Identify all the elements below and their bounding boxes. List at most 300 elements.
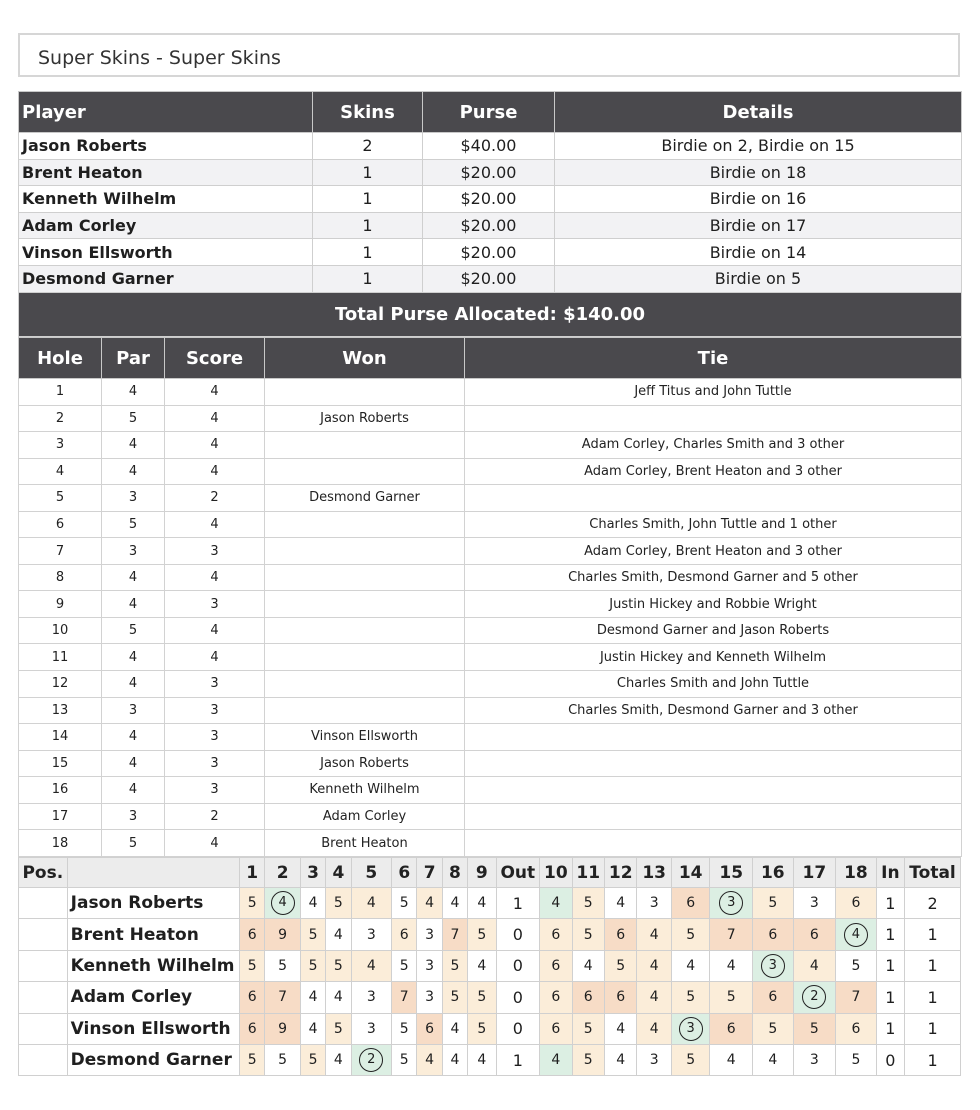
hole-won <box>265 671 465 698</box>
score-cell: 5 <box>442 950 467 981</box>
hole-score: 4 <box>165 617 265 644</box>
score-cell: 1 <box>905 982 961 1013</box>
hole-row <box>19 458 962 485</box>
hole-hole: 1 <box>19 379 102 406</box>
score-cell: 4 <box>793 950 836 981</box>
hole-row <box>19 644 962 671</box>
score-cell: 3 <box>637 1044 671 1075</box>
player-position <box>19 919 68 950</box>
hole-won <box>265 564 465 591</box>
hole-row <box>19 830 962 857</box>
hole-row <box>19 750 962 777</box>
hole-tie <box>465 750 962 777</box>
score-cell <box>351 1044 392 1075</box>
score-cell: 0 <box>496 919 540 950</box>
hole-score: 3 <box>165 538 265 565</box>
hole-row <box>19 671 962 698</box>
score-cell: 1 <box>876 888 904 919</box>
hole-hole: 15 <box>19 750 102 777</box>
hole-hole: 7 <box>19 538 102 565</box>
col-header-hole-out[interactable]: Out <box>496 858 540 888</box>
hole-hole: 2 <box>19 405 102 432</box>
score-cell: 5 <box>671 919 710 950</box>
score-cell: 7 <box>392 982 417 1013</box>
score-cell: 6 <box>710 1013 753 1044</box>
hole-row <box>19 511 962 538</box>
hole-tie: Charles Smith and John Tuttle <box>465 671 962 698</box>
hole-score: 3 <box>165 697 265 724</box>
hole-score: 3 <box>165 724 265 751</box>
total-purse: Total Purse Allocated: $140.00 <box>19 292 962 336</box>
col-header-player[interactable]: Player <box>19 92 313 133</box>
score-cell: 6 <box>753 919 794 950</box>
score-cell: 4 <box>604 1013 636 1044</box>
hole-hole: 3 <box>19 432 102 459</box>
skins-count: 1 <box>313 186 423 213</box>
score-cell: 1 <box>876 1013 904 1044</box>
hole-won <box>265 697 465 724</box>
score-cell: 7 <box>265 982 300 1013</box>
col-header-hole-5[interactable]: 5 <box>351 858 392 888</box>
score-cell: 4 <box>637 982 671 1013</box>
score-cell: 1 <box>876 950 904 981</box>
scorecard-table <box>18 857 961 1076</box>
score-cell: 6 <box>240 919 265 950</box>
hole-par: 4 <box>102 777 165 804</box>
hole-hole: 14 <box>19 724 102 751</box>
score-cell: 5 <box>392 950 417 981</box>
skin-details: Birdie on 18 <box>555 159 962 186</box>
hole-par: 3 <box>102 697 165 724</box>
hole-tie: Jeff Titus and John Tuttle <box>465 379 962 406</box>
score-cell: 6 <box>836 1013 877 1044</box>
col-header-hole-13[interactable]: 13 <box>637 858 671 888</box>
score-cell: 5 <box>442 982 467 1013</box>
score-cell: 5 <box>392 888 417 919</box>
page-title-box <box>18 33 960 77</box>
hole-par: 3 <box>102 538 165 565</box>
hole-tie <box>465 405 962 432</box>
scorecard-row <box>19 950 961 981</box>
col-header-hole-9[interactable]: 9 <box>468 858 496 888</box>
col-header-hole-12[interactable]: 12 <box>604 858 636 888</box>
skins-count: 1 <box>313 159 423 186</box>
player-name: Jason Roberts <box>19 133 313 160</box>
summary-row <box>19 212 962 239</box>
score-cell <box>793 982 836 1013</box>
hole-hole: 9 <box>19 591 102 618</box>
purse-amount: $20.00 <box>423 159 555 186</box>
score-cell: 1 <box>876 919 904 950</box>
hole-tie: Adam Corley, Brent Heaton and 3 other <box>465 458 962 485</box>
score-cell: 5 <box>753 1013 794 1044</box>
hole-tie <box>465 724 962 751</box>
col-header-par[interactable]: Par <box>102 338 165 379</box>
col-header-won[interactable]: Won <box>265 338 465 379</box>
scorecard-row <box>19 982 961 1013</box>
score-cell: 4 <box>710 950 753 981</box>
skin-details: Birdie on 5 <box>555 265 962 292</box>
col-header-hole-3[interactable]: 3 <box>300 858 325 888</box>
score-cell: 5 <box>710 982 753 1013</box>
player-position <box>19 982 68 1013</box>
scorecard-row <box>19 1013 961 1044</box>
skin-details: Birdie on 2, Birdie on 15 <box>555 133 962 160</box>
score-cell: 3 <box>417 982 442 1013</box>
hole-tie: Desmond Garner and Jason Roberts <box>465 617 962 644</box>
player-name: Vinson Ellsworth <box>67 1013 239 1044</box>
score-cell: 6 <box>240 982 265 1013</box>
score-cell: 4 <box>300 888 325 919</box>
hole-par: 5 <box>102 830 165 857</box>
hole-score: 2 <box>165 485 265 512</box>
score-cell: 4 <box>604 888 636 919</box>
skin-details: Birdie on 17 <box>555 212 962 239</box>
player-name: Kenneth Wilhelm <box>67 950 239 981</box>
skin-details: Birdie on 14 <box>555 239 962 266</box>
col-header-hole-total[interactable]: Total <box>905 858 961 888</box>
score-cell: 6 <box>836 888 877 919</box>
hole-tie: Justin Hickey and Kenneth Wilhelm <box>465 644 962 671</box>
skin-winner-circle: 4 <box>271 891 295 915</box>
hole-hole: 18 <box>19 830 102 857</box>
score-cell <box>836 919 877 950</box>
col-header-hole-8[interactable]: 8 <box>442 858 467 888</box>
score-cell: 4 <box>753 1044 794 1075</box>
player-name: Desmond Garner <box>19 265 313 292</box>
hole-hole: 10 <box>19 617 102 644</box>
score-cell: 5 <box>468 982 496 1013</box>
hole-hole: 4 <box>19 458 102 485</box>
purse-amount: $20.00 <box>423 186 555 213</box>
hole-won <box>265 432 465 459</box>
score-cell: 3 <box>793 888 836 919</box>
col-header-hole-18[interactable]: 18 <box>836 858 877 888</box>
score-cell <box>671 1013 710 1044</box>
player-name: Adam Corley <box>19 212 313 239</box>
hole-row <box>19 538 962 565</box>
player-position <box>19 1013 68 1044</box>
score-cell: 6 <box>753 982 794 1013</box>
score-cell: 5 <box>392 1044 417 1075</box>
col-header-details[interactable]: Details <box>555 92 962 133</box>
score-cell: 5 <box>326 1013 351 1044</box>
hole-par: 5 <box>102 617 165 644</box>
score-cell: 4 <box>604 1044 636 1075</box>
hole-hole: 5 <box>19 485 102 512</box>
hole-tie <box>465 830 962 857</box>
hole-tie <box>465 777 962 804</box>
score-cell: 5 <box>300 950 325 981</box>
score-cell: 5 <box>572 888 604 919</box>
score-cell: 5 <box>671 982 710 1013</box>
score-cell: 0 <box>496 982 540 1013</box>
hole-score: 2 <box>165 803 265 830</box>
score-cell: 0 <box>876 1044 904 1075</box>
col-header-score[interactable]: Score <box>165 338 265 379</box>
hole-par: 4 <box>102 724 165 751</box>
score-cell: 4 <box>572 950 604 981</box>
score-cell: 4 <box>300 1013 325 1044</box>
score-cell: 5 <box>671 1044 710 1075</box>
skin-winner-circle: 3 <box>679 1017 703 1041</box>
player-position <box>19 888 68 919</box>
hole-par: 5 <box>102 405 165 432</box>
score-cell: 4 <box>442 1044 467 1075</box>
score-cell: 4 <box>351 888 392 919</box>
purse-amount: $20.00 <box>423 239 555 266</box>
score-cell: 3 <box>417 919 442 950</box>
skin-winner-circle: 3 <box>719 891 743 915</box>
score-cell: 6 <box>540 919 572 950</box>
score-cell: 5 <box>468 1013 496 1044</box>
score-cell: 2 <box>905 888 961 919</box>
col-header-hole-17[interactable]: 17 <box>793 858 836 888</box>
hole-par: 4 <box>102 750 165 777</box>
hole-tie: Charles Smith, Desmond Garner and 3 other <box>465 697 962 724</box>
hole-won: Kenneth Wilhelm <box>265 777 465 804</box>
score-cell: 6 <box>417 1013 442 1044</box>
col-header-hole-2[interactable]: 2 <box>265 858 300 888</box>
hole-results-table <box>18 337 962 857</box>
col-header-hole-14[interactable]: 14 <box>671 858 710 888</box>
hole-par: 3 <box>102 803 165 830</box>
player-name: Adam Corley <box>67 982 239 1013</box>
hole-par: 4 <box>102 671 165 698</box>
player-name: Desmond Garner <box>67 1044 239 1075</box>
player-name: Jason Roberts <box>67 888 239 919</box>
skins-summary-table <box>18 91 962 337</box>
score-cell: 4 <box>351 950 392 981</box>
score-cell: 6 <box>604 982 636 1013</box>
hole-row <box>19 724 962 751</box>
score-cell: 7 <box>710 919 753 950</box>
score-cell: 4 <box>637 919 671 950</box>
hole-won: Jason Roberts <box>265 750 465 777</box>
hole-row <box>19 405 962 432</box>
hole-tie <box>465 803 962 830</box>
hole-par: 4 <box>102 644 165 671</box>
col-header-player <box>67 858 239 888</box>
hole-par: 4 <box>102 379 165 406</box>
skin-winner-circle: 2 <box>802 985 826 1009</box>
hole-row <box>19 697 962 724</box>
col-header-pos[interactable]: Pos. <box>19 858 68 888</box>
score-cell: 1 <box>905 1013 961 1044</box>
hole-won: Adam Corley <box>265 803 465 830</box>
hole-won <box>265 511 465 538</box>
score-cell: 4 <box>468 888 496 919</box>
col-header-hole-in[interactable]: In <box>876 858 904 888</box>
col-header-hole-16[interactable]: 16 <box>753 858 794 888</box>
score-cell: 6 <box>540 950 572 981</box>
hole-won <box>265 617 465 644</box>
score-cell: 6 <box>671 888 710 919</box>
score-cell: 9 <box>265 1013 300 1044</box>
player-name: Brent Heaton <box>67 919 239 950</box>
hole-score: 3 <box>165 591 265 618</box>
skin-winner-circle: 2 <box>359 1048 383 1072</box>
summary-row <box>19 265 962 292</box>
score-cell: 3 <box>351 1013 392 1044</box>
score-cell: 1 <box>496 1044 540 1075</box>
score-cell: 4 <box>326 919 351 950</box>
hole-par: 5 <box>102 511 165 538</box>
scorecard-row <box>19 1044 961 1075</box>
col-header-hole-1[interactable]: 1 <box>240 858 265 888</box>
hole-hole: 8 <box>19 564 102 591</box>
score-cell: 5 <box>240 1044 265 1075</box>
score-cell: 4 <box>637 950 671 981</box>
hole-won <box>265 644 465 671</box>
col-header-hole-4[interactable]: 4 <box>326 858 351 888</box>
score-cell: 5 <box>326 950 351 981</box>
score-cell: 0 <box>496 1013 540 1044</box>
score-cell: 5 <box>572 1013 604 1044</box>
hole-row <box>19 591 962 618</box>
score-cell: 6 <box>572 982 604 1013</box>
score-cell: 6 <box>540 982 572 1013</box>
col-header-hole[interactable]: Hole <box>19 338 102 379</box>
summary-row <box>19 239 962 266</box>
score-cell: 5 <box>468 919 496 950</box>
col-header-hole-11[interactable]: 11 <box>572 858 604 888</box>
score-cell: 0 <box>496 950 540 981</box>
score-cell: 4 <box>637 1013 671 1044</box>
score-cell: 4 <box>417 888 442 919</box>
score-cell: 3 <box>637 888 671 919</box>
score-cell: 5 <box>793 1013 836 1044</box>
hole-tie: Adam Corley, Charles Smith and 3 other <box>465 432 962 459</box>
score-cell: 3 <box>351 919 392 950</box>
hole-par: 3 <box>102 485 165 512</box>
score-cell: 7 <box>836 982 877 1013</box>
hole-tie: Charles Smith, John Tuttle and 1 other <box>465 511 962 538</box>
score-cell: 4 <box>442 1013 467 1044</box>
hole-score: 4 <box>165 564 265 591</box>
player-position <box>19 950 68 981</box>
hole-par: 4 <box>102 458 165 485</box>
player-name: Kenneth Wilhelm <box>19 186 313 213</box>
purse-amount: $40.00 <box>423 133 555 160</box>
page-title: Super Skins - Super Skins <box>38 47 281 69</box>
score-cell: 5 <box>265 1044 300 1075</box>
hole-tie <box>465 485 962 512</box>
col-header-hole-10[interactable]: 10 <box>540 858 572 888</box>
score-cell: 3 <box>417 950 442 981</box>
hole-row <box>19 432 962 459</box>
col-header-tie[interactable]: Tie <box>465 338 962 379</box>
score-cell: 5 <box>300 1044 325 1075</box>
col-header-skins[interactable]: Skins <box>313 92 423 133</box>
hole-tie: Justin Hickey and Robbie Wright <box>465 591 962 618</box>
score-cell: 1 <box>905 919 961 950</box>
hole-won <box>265 458 465 485</box>
hole-par: 4 <box>102 432 165 459</box>
hole-par: 4 <box>102 591 165 618</box>
score-cell: 4 <box>540 888 572 919</box>
score-cell: 1 <box>905 950 961 981</box>
col-header-hole-7[interactable]: 7 <box>417 858 442 888</box>
scorecard-row <box>19 919 961 950</box>
skin-details: Birdie on 16 <box>555 186 962 213</box>
hole-score: 3 <box>165 671 265 698</box>
score-cell: 6 <box>793 919 836 950</box>
hole-row <box>19 777 962 804</box>
hole-score: 4 <box>165 405 265 432</box>
score-cell: 4 <box>671 950 710 981</box>
col-header-hole-6[interactable]: 6 <box>392 858 417 888</box>
score-cell: 5 <box>572 1044 604 1075</box>
hole-hole: 17 <box>19 803 102 830</box>
skins-count: 1 <box>313 265 423 292</box>
score-cell: 5 <box>572 919 604 950</box>
skin-winner-circle: 4 <box>844 923 868 947</box>
col-header-hole-15[interactable]: 15 <box>710 858 753 888</box>
score-cell: 4 <box>326 982 351 1013</box>
score-cell: 4 <box>710 1044 753 1075</box>
score-cell: 3 <box>793 1044 836 1075</box>
score-cell: 4 <box>326 1044 351 1075</box>
score-cell: 3 <box>351 982 392 1013</box>
hole-par: 4 <box>102 564 165 591</box>
score-cell <box>265 888 300 919</box>
hole-row <box>19 564 962 591</box>
score-cell: 6 <box>604 919 636 950</box>
hole-won: Jason Roberts <box>265 405 465 432</box>
score-cell: 4 <box>442 888 467 919</box>
score-cell: 4 <box>417 1044 442 1075</box>
hole-hole: 12 <box>19 671 102 698</box>
score-cell: 9 <box>265 919 300 950</box>
hole-score: 4 <box>165 830 265 857</box>
hole-score: 4 <box>165 432 265 459</box>
score-cell: 1 <box>876 982 904 1013</box>
hole-won: Desmond Garner <box>265 485 465 512</box>
hole-tie: Adam Corley, Brent Heaton and 3 other <box>465 538 962 565</box>
hole-tie: Charles Smith, Desmond Garner and 5 other <box>465 564 962 591</box>
score-cell: 4 <box>468 1044 496 1075</box>
score-cell: 4 <box>540 1044 572 1075</box>
skins-count: 1 <box>313 212 423 239</box>
score-cell: 5 <box>326 888 351 919</box>
hole-hole: 6 <box>19 511 102 538</box>
score-cell: 5 <box>753 888 794 919</box>
hole-hole: 16 <box>19 777 102 804</box>
skins-count: 2 <box>313 133 423 160</box>
score-cell: 5 <box>604 950 636 981</box>
hole-score: 4 <box>165 644 265 671</box>
hole-hole: 13 <box>19 697 102 724</box>
hole-won: Vinson Ellsworth <box>265 724 465 751</box>
hole-score: 3 <box>165 750 265 777</box>
purse-amount: $20.00 <box>423 212 555 239</box>
score-cell: 1 <box>905 1044 961 1075</box>
col-header-purse[interactable]: Purse <box>423 92 555 133</box>
score-cell <box>753 950 794 981</box>
score-cell: 5 <box>265 950 300 981</box>
hole-won <box>265 379 465 406</box>
score-cell: 7 <box>442 919 467 950</box>
score-cell: 5 <box>240 950 265 981</box>
player-name: Vinson Ellsworth <box>19 239 313 266</box>
score-cell: 6 <box>240 1013 265 1044</box>
scorecard-row <box>19 888 961 919</box>
hole-score: 3 <box>165 777 265 804</box>
hole-score: 4 <box>165 458 265 485</box>
score-cell: 5 <box>392 1013 417 1044</box>
skin-winner-circle: 3 <box>761 954 785 978</box>
